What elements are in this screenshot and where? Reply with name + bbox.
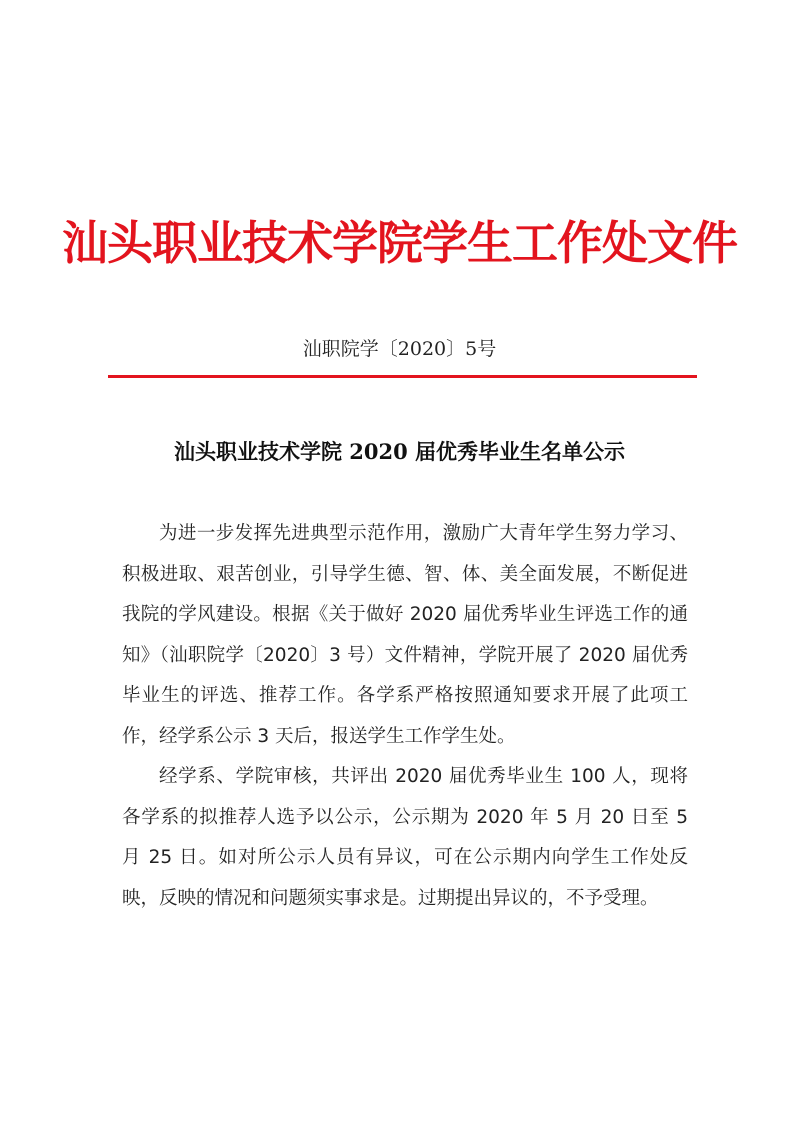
- document-header-title: 汕头职业技术学院学生工作处文件: [62, 216, 737, 270]
- notice-body: [122, 514, 688, 919]
- body-paragraph-2: 经学系、学院审核，共评出 2020 届优秀毕业生 100 人，现将各学系的拟推荐人选予以公示，公示期为 2020 年 5 月 20 日至 5 月 25 日。如对所公示人员有异议，可在公示期内向学生工作处反映，反映的情况和问题须实事求是。过期提出异议的，不予受理。: [122, 766, 688, 909]
- header-divider-rule: [108, 375, 697, 378]
- document-number: 汕职院学〔2020〕5号: [302, 338, 497, 360]
- body-paragraph-1: 为进一步发挥先进典型示范作用，激励广大青年学生努力学习、积极进取、艰苦创业，引导学生德、智、体、美全面发展，不断促进我院的学风建设。根据《关于做好 2020 届优秀毕业生评选工作的通知》（汕职院学〔2020〕3 号）文件精神，学院开展了 2020 届优秀毕业生的评选、推荐工作。各学系严格按照通知要求开展了此项工作，经学系公示 3 天后，报送学生工作学生处。: [122, 523, 688, 747]
- notice-title: 汕头职业技术学院 2020 届优秀毕业生名单公示: [173, 439, 626, 464]
